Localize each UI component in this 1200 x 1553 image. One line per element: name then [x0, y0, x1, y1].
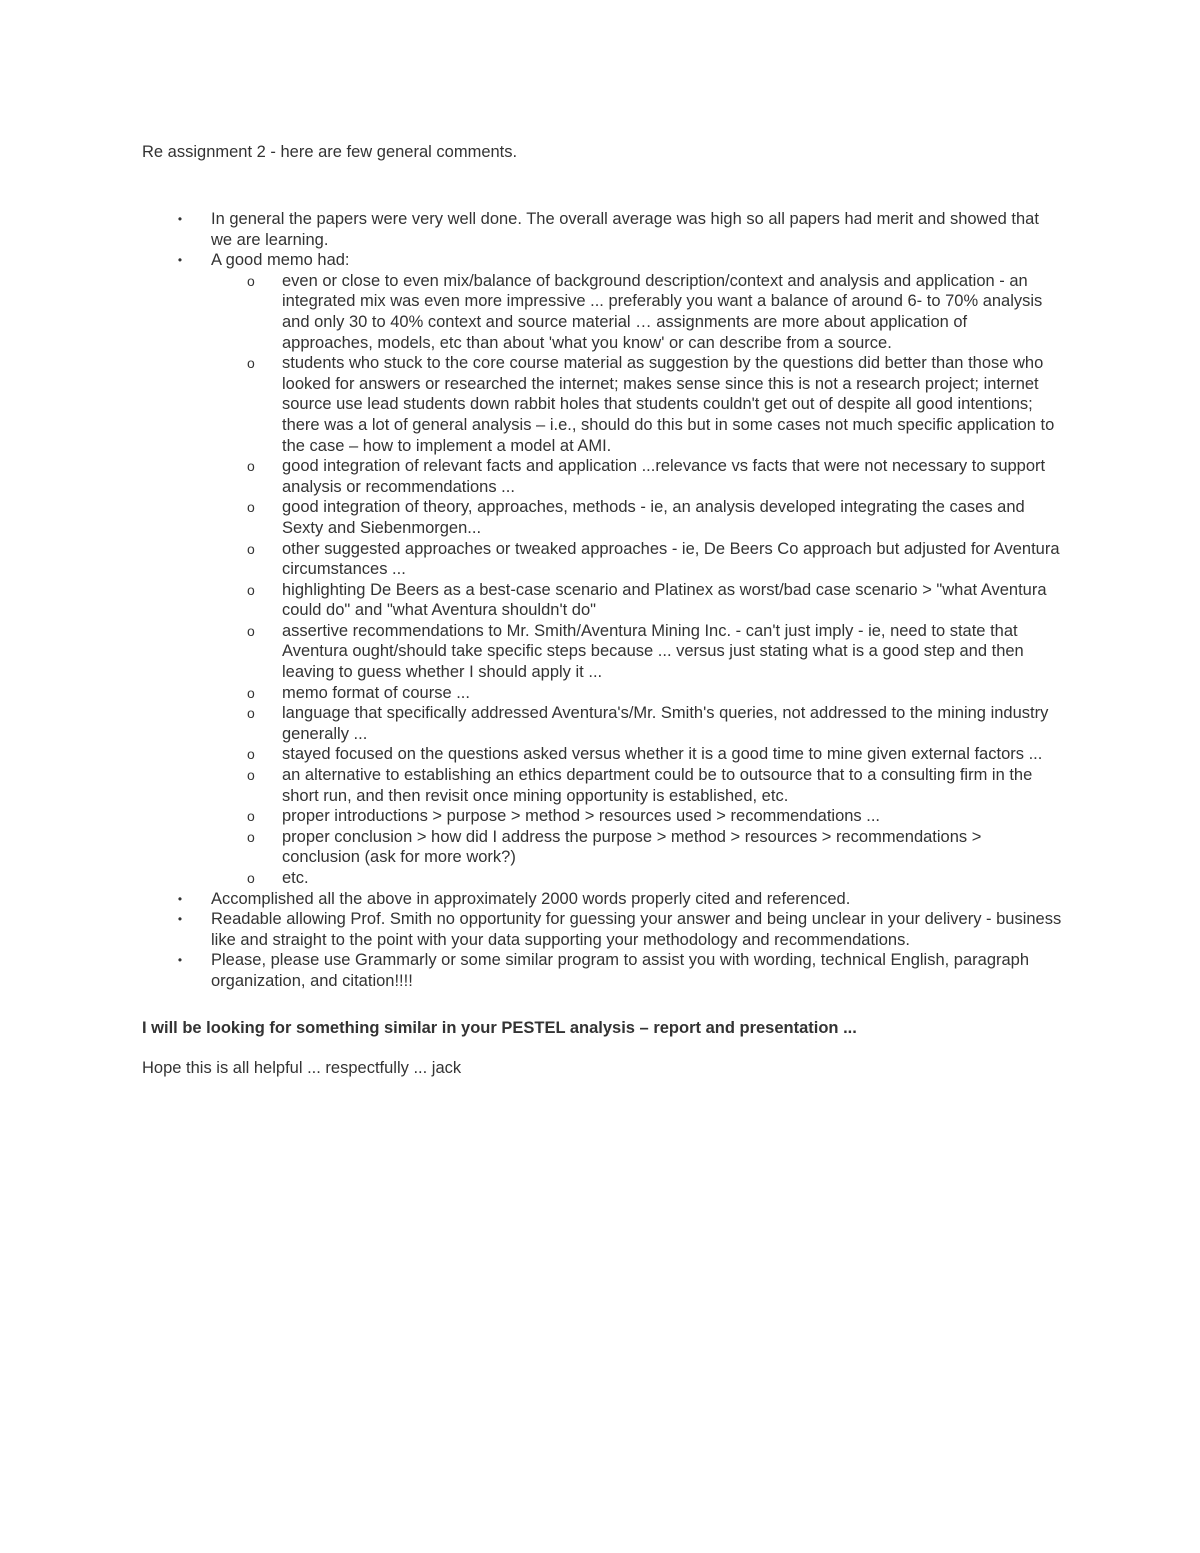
sub-list-item	[142, 539, 1062, 580]
circle-bullet-icon: o	[247, 458, 255, 475]
list-item-text: Accomplished all the above in approximately 2000 words properly cited and referenced.	[211, 889, 851, 908]
good-memo-sublist	[211, 271, 1062, 889]
circle-bullet-icon: o	[247, 499, 255, 516]
sub-list-item-text: proper introductions > purpose > method > resources used > recommendations ...	[282, 807, 881, 826]
sub-list-item-text: good integration of theory, approaches, methods - ie, an analysis developed integrating the cases and Sexty and Siebenmorgen...	[282, 498, 1025, 537]
circle-bullet-icon: o	[247, 540, 255, 557]
comments-list	[142, 209, 1062, 992]
sub-list-item	[142, 683, 1062, 704]
circle-bullet-icon: o	[247, 684, 255, 701]
sub-list-item-text: students who stuck to the core course material as suggestion by the questions did better than those who looked for answers or researched the internet; makes sense since this is not a research project; internet source use lead students down rabbit holes that students couldn't get out of despite all good intentions; there was a lot of general analysis – i.e., should do this but in some cases not much specific application to the case – how to implement a model at AMI.	[282, 354, 1055, 455]
list-item	[142, 889, 1062, 910]
sub-list-item	[142, 868, 1062, 889]
list-item-text: A good memo had:	[211, 251, 350, 270]
list-item	[142, 950, 1062, 991]
bullet-icon: •	[177, 912, 183, 927]
document-page	[142, 141, 1062, 1079]
closing-line: Hope this is all helpful ... respectfully ... jack	[142, 1058, 462, 1077]
sub-list-item	[142, 271, 1062, 353]
sub-list-item-text: assertive recommendations to Mr. Smith/Aventura Mining Inc. - can't just imply - ie, need to state that Aventura ought/should take specific steps because ... versus just stating what is a good step and then leaving to guess whether I should apply it ...	[282, 621, 1024, 682]
sub-list-item	[142, 765, 1062, 806]
bullet-icon: •	[177, 953, 183, 968]
list-item	[142, 250, 1062, 888]
sub-list-item-text: an alternative to establishing an ethics department could be to outsource that to a consulting firm in the short run, and then revisit once mining opportunity is established, etc.	[282, 766, 1033, 805]
list-item	[142, 909, 1062, 950]
sub-list-item-text: other suggested approaches or tweaked approaches - ie, De Beers Co approach but adjusted for Aventura circumstances ...	[282, 539, 1060, 579]
sub-list-item-text: language that specifically addressed Aventura's/Mr. Smith's queries, not addressed to the mining industry generally ...	[282, 704, 1049, 743]
sub-list-item	[142, 353, 1062, 456]
list-item-text: In general the papers were very well done. The overall average was high so all papers had merit and showed that we are learning.	[211, 210, 1039, 249]
sub-list-item-text: memo format of course ...	[282, 683, 470, 702]
circle-bullet-icon: o	[247, 808, 255, 825]
intro-line: Re assignment 2 - here are few general comments.	[142, 143, 518, 161]
list-item-text: Please, please use Grammarly or some similar program to assist you with wording, technical English, paragraph organization, and citation!!!!	[211, 951, 1030, 990]
circle-bullet-icon: o	[247, 828, 255, 845]
circle-bullet-icon: o	[247, 705, 255, 722]
circle-bullet-icon: o	[247, 746, 255, 763]
sub-list-item	[142, 744, 1062, 765]
circle-bullet-icon: o	[247, 767, 255, 784]
sub-list-item	[142, 703, 1062, 744]
bullet-icon: •	[177, 891, 183, 906]
bullet-icon: •	[177, 253, 183, 268]
circle-bullet-icon: o	[247, 870, 255, 886]
emphasis-line: I will be looking for something similar in your PESTEL analysis – report and presentation ...	[142, 1018, 857, 1037]
circle-bullet-icon: o	[247, 581, 255, 598]
sub-list-item	[142, 621, 1062, 683]
circle-bullet-icon: o	[247, 622, 255, 639]
sub-list-item-text: etc.	[282, 869, 309, 887]
sub-list-item	[142, 806, 1062, 827]
sub-list-item	[142, 497, 1062, 538]
sub-list-item	[142, 456, 1062, 497]
sub-list-item	[142, 580, 1062, 621]
list-item	[142, 209, 1062, 250]
sub-list-item-text: good integration of relevant facts and application ...relevance vs facts that were not necessary to support analysis or recommendations ...	[282, 457, 1046, 496]
sub-list-item-text: proper conclusion > how did I address the purpose > method > resources > recommendations > conclusion (ask for more work?)	[282, 827, 982, 867]
list-item-text: Readable allowing Prof. Smith no opportunity for guessing your answer and being unclear in your delivery - business like and straight to the point with your data supporting your methodology and recommendations.	[211, 910, 1062, 949]
bullet-icon: •	[177, 212, 183, 226]
sub-list-item-text: even or close to even mix/balance of background description/context and analysis and application - an integrated mix was even more impressive ... preferably you want a balance of around 6- to 70% analysis and only 30 to 40% context and source material … assignments are more about application of approaches, models, etc than about 'what you know' or can describe from a source.	[282, 271, 1043, 352]
sub-list-item-text: stayed focused on the questions asked versus whether it is a good time to mine given external factors ...	[282, 745, 1043, 764]
sub-list-item	[142, 827, 1062, 868]
sub-list-item-text: highlighting De Beers as a best-case scenario and Platinex as worst/bad case scenario > "what Aventura could do" and "what Aventura shouldn't do"	[282, 580, 1047, 620]
circle-bullet-icon: o	[247, 355, 255, 372]
circle-bullet-icon: o	[247, 272, 255, 289]
